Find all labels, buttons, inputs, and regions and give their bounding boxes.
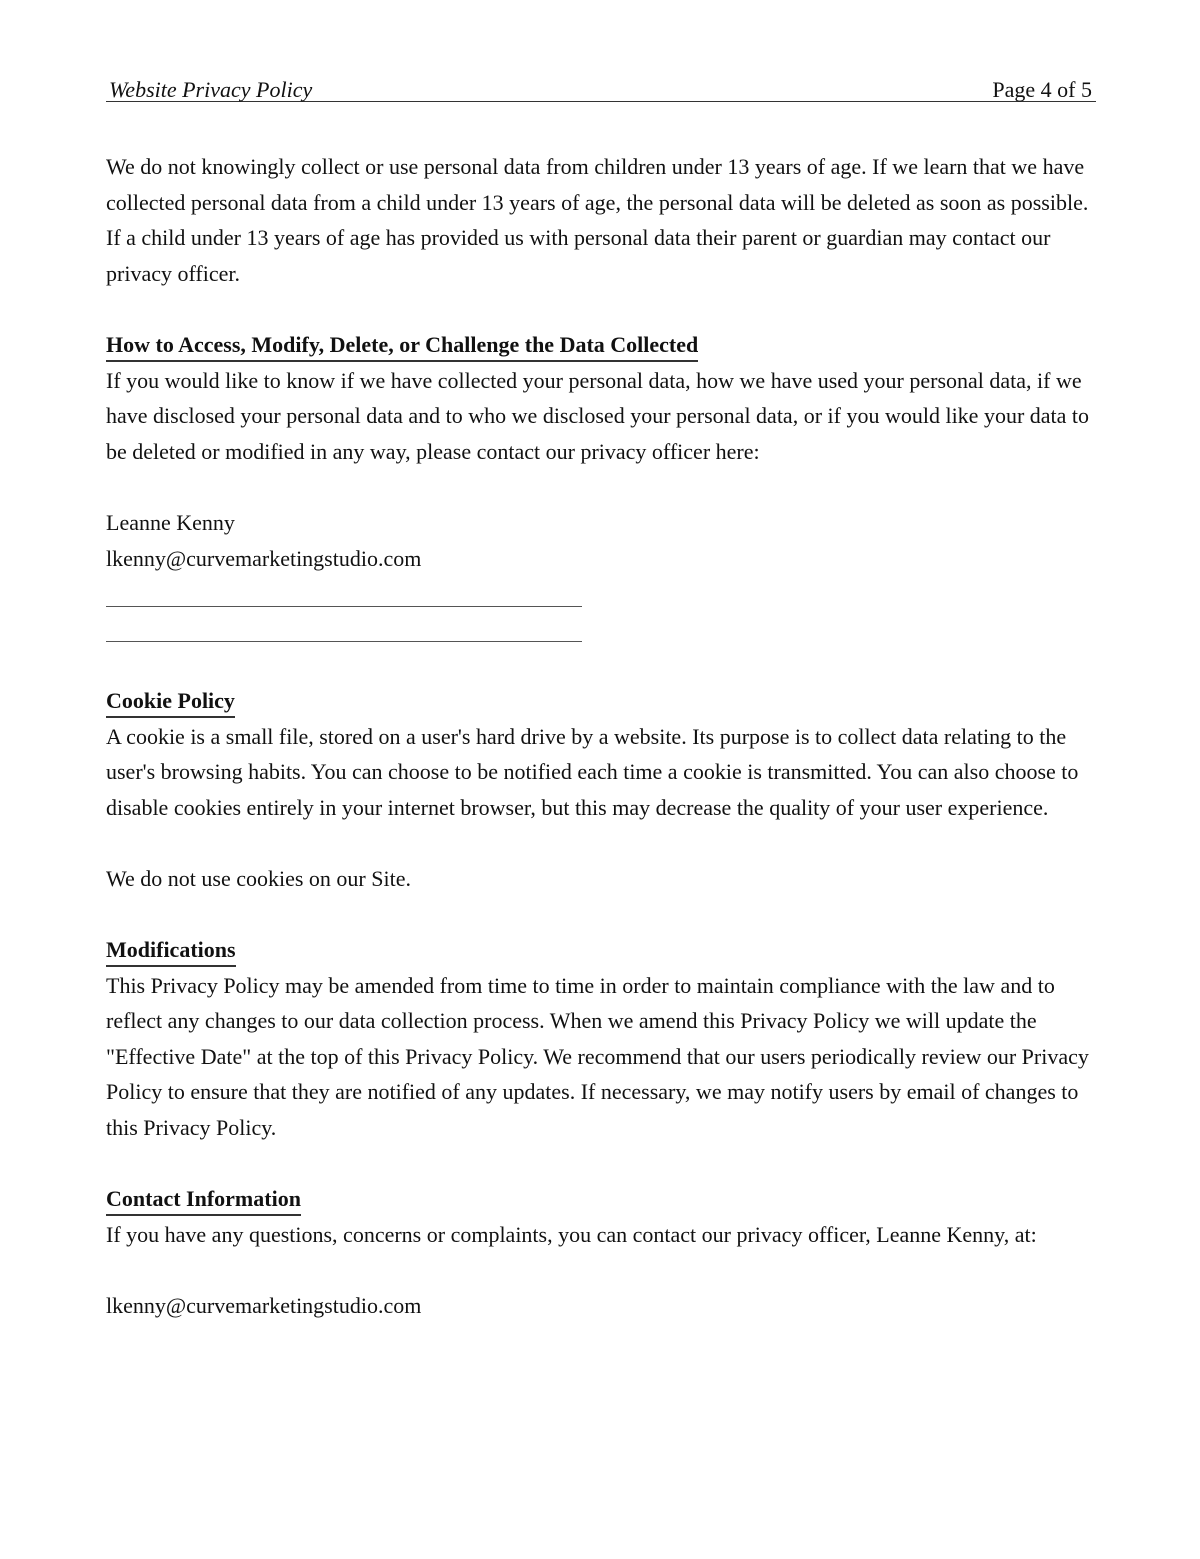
document-body [106, 149, 1096, 1359]
page-header [106, 76, 1096, 102]
access-paragraph: If you would like to know if we have collected your personal data, how we have used your personal data, if we have disclosed your personal data and to who we disclosed your personal data, or if you would like your data to be deleted or modified in any way, please contact our privacy officer here: [106, 367, 1090, 464]
cookie-statement: We do not use cookies on our Site. [106, 865, 411, 891]
blank-fill-line-1 [106, 576, 582, 612]
contact-section [106, 1181, 1096, 1323]
cookie-section [106, 683, 1096, 897]
section-heading-modifications: Modifications [106, 935, 236, 967]
children-data-paragraph: We do not knowingly collect or use personal data from children under 13 years of age. If we learn that we have collected personal data from a child under 13 years of age, the personal data will be deleted as soon as possible. If a child under 13 years of age has provided us with personal data their parent or guardian may contact our privacy officer. [106, 154, 1089, 286]
document-title: Website Privacy Policy [109, 77, 313, 102]
blank-fill-line-2 [106, 612, 582, 648]
modifications-paragraph: This Privacy Policy may be amended from time to time in order to maintain compliance with the law and to reflect any changes to our data collection process. When we amend this Privacy Policy we will update the "Effective Date" at the top of this Privacy Policy. We recommend that our users periodically review our Privacy Policy to ensure that they are notified of any updates. If necessary, we may notify users by email of changes to this Privacy Policy. [106, 972, 1089, 1141]
privacy-officer-email: lkenny@curvemarketingstudio.com [106, 545, 422, 571]
modifications-section [106, 932, 1096, 1146]
contact-paragraph: If you have any questions, concerns or complaints, you can contact our privacy officer, Leanne Kenny, at: [106, 1221, 1037, 1247]
contact-email: lkenny@curvemarketingstudio.com [106, 1293, 422, 1318]
access-section [106, 327, 1096, 647]
page-number: Page 4 of 5 [992, 77, 1092, 102]
section-heading-cookie: Cookie Policy [106, 686, 235, 718]
section-heading-contact: Contact Information [106, 1184, 301, 1216]
privacy-officer-name: Leanne Kenny [106, 509, 235, 535]
cookie-paragraph: A cookie is a small file, stored on a user's hard drive by a website. Its purpose is to collect data relating to the user's browsing habits. You can choose to be notified each time a cookie is transmitted. You can also choose to disable cookies entirely in your internet browser, but this may decrease the quality of your user experience. [106, 723, 1079, 820]
section-heading-access: How to Access, Modify, Delete, or Challenge the Data Collected [106, 330, 698, 362]
